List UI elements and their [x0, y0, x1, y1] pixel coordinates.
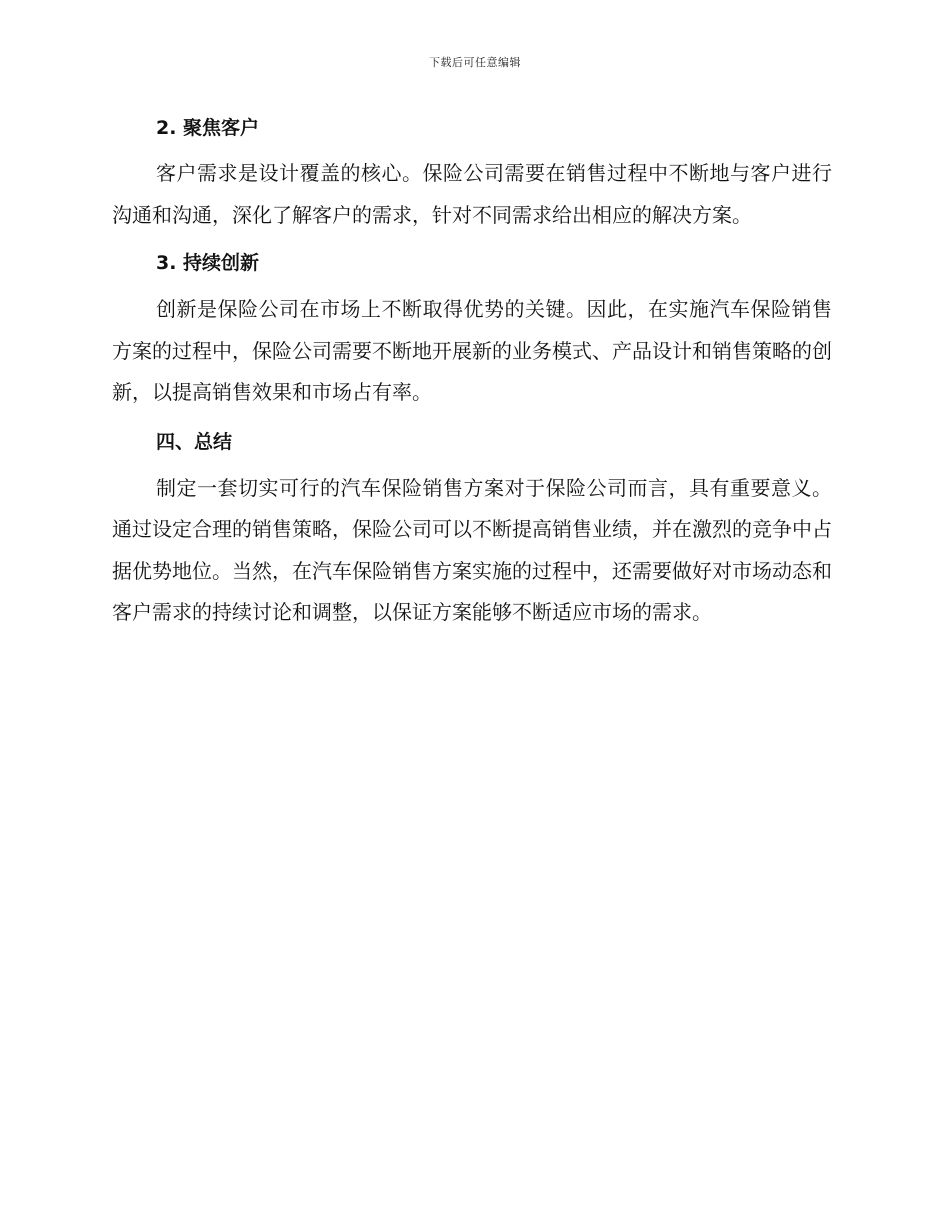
section-paragraph-focus-customer: 客户需求是设计覆盖的核心。保险公司需要在销售过程中不断地与客户进行沟通和沟通，深化了解客户的需求，针对不同需求给出相应的解决方案。	[112, 161, 832, 227]
page-header: 下载后可任意编辑	[429, 56, 521, 69]
section-paragraph-continuous-innovation: 创新是保险公司在市场上不断取得优势的关键。因此，在实施汽车保险销售方案的过程中，保险公司需要不断地开展新的业务模式、产品设计和销售策略的创新，以提高销售效果和市场占有率。	[112, 297, 832, 404]
section-heading-continuous-innovation: 3. 持续创新	[156, 252, 260, 274]
section-heading-focus-customer: 2. 聚焦客户	[156, 117, 260, 139]
section-heading-summary: 四、总结	[156, 430, 233, 453]
document-body	[112, 110, 832, 634]
section-paragraph-summary: 制定一套切实可行的汽车保险销售方案对于保险公司而言，具有重要意义。通过设定合理的销售策略，保险公司可以不断提高销售业绩，并在激烈的竞争中占据优势地位。当然，在汽车保险销售方案实施的过程中，还需要做好对市场动态和客户需求的持续讨论和调整，以保证方案能够不断适应市场的需求。	[112, 475, 832, 624]
